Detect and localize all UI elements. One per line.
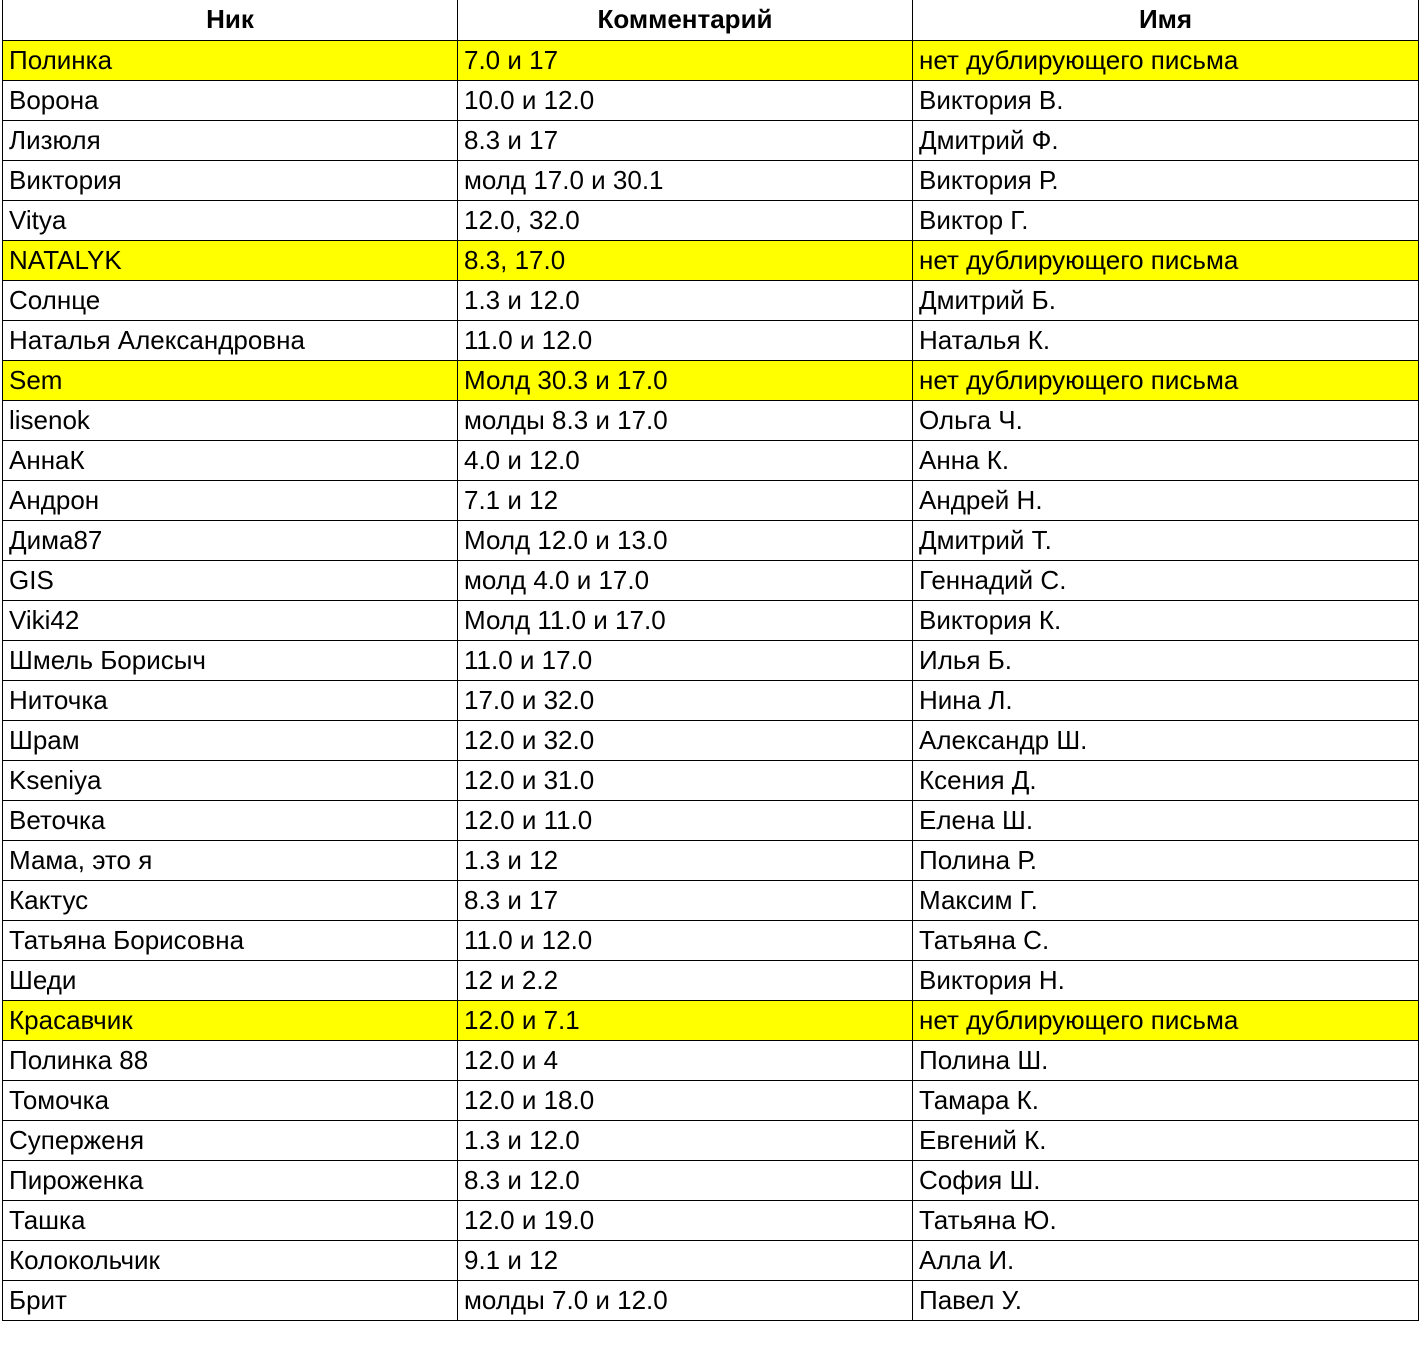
table-row xyxy=(3,280,1419,320)
cell-comment: Молд 30.3 и 17.0 xyxy=(458,360,913,400)
table-row xyxy=(3,1200,1419,1240)
cell-nick: Андрон xyxy=(3,480,458,520)
cell-nick: Дима87 xyxy=(3,520,458,560)
cell-name: Виктория К. xyxy=(913,600,1419,640)
cell-nick: Ташка xyxy=(3,1200,458,1240)
cell-name: Татьяна С. xyxy=(913,920,1419,960)
cell-nick: Ворона xyxy=(3,80,458,120)
data-table xyxy=(2,0,1419,1321)
cell-comment: 12.0 и 18.0 xyxy=(458,1080,913,1120)
cell-nick: Татьяна Борисовна xyxy=(3,920,458,960)
cell-name: Павел У. xyxy=(913,1280,1419,1320)
cell-name: Наталья К. xyxy=(913,320,1419,360)
cell-name: Ольга Ч. xyxy=(913,400,1419,440)
table-row xyxy=(3,1080,1419,1120)
table-row xyxy=(3,1000,1419,1040)
cell-nick: Томочка xyxy=(3,1080,458,1120)
cell-comment: 8.3 и 12.0 xyxy=(458,1160,913,1200)
table-body xyxy=(3,40,1419,1320)
table-row xyxy=(3,600,1419,640)
cell-name: Дмитрий Ф. xyxy=(913,120,1419,160)
cell-nick: Красавчик xyxy=(3,1000,458,1040)
table-row xyxy=(3,240,1419,280)
table-row xyxy=(3,1240,1419,1280)
cell-name: Максим Г. xyxy=(913,880,1419,920)
cell-name: Виктория В. xyxy=(913,80,1419,120)
header-nick: Ник xyxy=(3,0,458,40)
table-row xyxy=(3,560,1419,600)
cell-nick: Viki42 xyxy=(3,600,458,640)
table-row xyxy=(3,1280,1419,1320)
table-row xyxy=(3,440,1419,480)
cell-comment: 11.0 и 17.0 xyxy=(458,640,913,680)
cell-comment: 12.0 и 19.0 xyxy=(458,1200,913,1240)
cell-nick: Солнце xyxy=(3,280,458,320)
cell-nick: Vitya xyxy=(3,200,458,240)
cell-comment: 7.0 и 17 xyxy=(458,40,913,80)
table-row xyxy=(3,760,1419,800)
cell-name: Полина Р. xyxy=(913,840,1419,880)
cell-nick: Kseniya xyxy=(3,760,458,800)
cell-name: Полина Ш. xyxy=(913,1040,1419,1080)
cell-nick: Колокольчик xyxy=(3,1240,458,1280)
cell-nick: Шрам xyxy=(3,720,458,760)
cell-comment: 8.3 и 17 xyxy=(458,120,913,160)
cell-name: София Ш. xyxy=(913,1160,1419,1200)
cell-nick: АннаК xyxy=(3,440,458,480)
cell-comment: 1.3 и 12.0 xyxy=(458,1120,913,1160)
table-row xyxy=(3,800,1419,840)
cell-comment: 12.0 и 32.0 xyxy=(458,720,913,760)
cell-comment: молды 7.0 и 12.0 xyxy=(458,1280,913,1320)
cell-comment: 12 и 2.2 xyxy=(458,960,913,1000)
cell-nick: lisenok xyxy=(3,400,458,440)
table-row xyxy=(3,520,1419,560)
table-row xyxy=(3,720,1419,760)
cell-comment: 4.0 и 12.0 xyxy=(458,440,913,480)
table-row xyxy=(3,160,1419,200)
cell-comment: 17.0 и 32.0 xyxy=(458,680,913,720)
cell-name: нет дублирующего письма xyxy=(913,240,1419,280)
cell-comment: молды 8.3 и 17.0 xyxy=(458,400,913,440)
cell-nick: Полинка 88 xyxy=(3,1040,458,1080)
table-row xyxy=(3,1120,1419,1160)
cell-name: Дмитрий Б. xyxy=(913,280,1419,320)
cell-nick: Лизюля xyxy=(3,120,458,160)
cell-name: Александр Ш. xyxy=(913,720,1419,760)
table-row xyxy=(3,680,1419,720)
cell-name: Евгений К. xyxy=(913,1120,1419,1160)
table-row xyxy=(3,320,1419,360)
cell-name: Тамара К. xyxy=(913,1080,1419,1120)
cell-nick: Виктория xyxy=(3,160,458,200)
cell-comment: 1.3 и 12 xyxy=(458,840,913,880)
cell-name: Дмитрий Т. xyxy=(913,520,1419,560)
cell-nick: Кактус xyxy=(3,880,458,920)
cell-comment: молд 4.0 и 17.0 xyxy=(458,560,913,600)
table-row xyxy=(3,1160,1419,1200)
cell-name: нет дублирующего письма xyxy=(913,40,1419,80)
header-row xyxy=(3,0,1419,40)
cell-name: Ксения Д. xyxy=(913,760,1419,800)
table-row xyxy=(3,840,1419,880)
cell-nick: Ниточка xyxy=(3,680,458,720)
table-row xyxy=(3,40,1419,80)
cell-comment: 8.3 и 17 xyxy=(458,880,913,920)
cell-comment: 10.0 и 12.0 xyxy=(458,80,913,120)
cell-nick: Веточка xyxy=(3,800,458,840)
table-row xyxy=(3,360,1419,400)
cell-nick: Мама, это я xyxy=(3,840,458,880)
cell-name: Анна К. xyxy=(913,440,1419,480)
table-row xyxy=(3,200,1419,240)
header-name: Имя xyxy=(913,0,1419,40)
cell-name: Виктор Г. xyxy=(913,200,1419,240)
cell-nick: Полинка xyxy=(3,40,458,80)
table-row xyxy=(3,400,1419,440)
cell-name: Алла И. xyxy=(913,1240,1419,1280)
cell-nick: GIS xyxy=(3,560,458,600)
cell-nick: Шеди xyxy=(3,960,458,1000)
cell-name: Виктория Н. xyxy=(913,960,1419,1000)
cell-comment: 7.1 и 12 xyxy=(458,480,913,520)
cell-name: Андрей Н. xyxy=(913,480,1419,520)
cell-nick: Суперженя xyxy=(3,1120,458,1160)
cell-comment: 12.0 и 7.1 xyxy=(458,1000,913,1040)
table-row xyxy=(3,920,1419,960)
header-comment: Комментарий xyxy=(458,0,913,40)
cell-name: Геннадий С. xyxy=(913,560,1419,600)
cell-name: Илья Б. xyxy=(913,640,1419,680)
cell-name: нет дублирующего письма xyxy=(913,360,1419,400)
cell-name: Виктория Р. xyxy=(913,160,1419,200)
cell-comment: 1.3 и 12.0 xyxy=(458,280,913,320)
cell-nick: Наталья Александровна xyxy=(3,320,458,360)
cell-name: Татьяна Ю. xyxy=(913,1200,1419,1240)
cell-comment: 11.0 и 12.0 xyxy=(458,320,913,360)
cell-nick: Брит xyxy=(3,1280,458,1320)
cell-nick: NATALYK xyxy=(3,240,458,280)
cell-nick: Шмель Борисыч xyxy=(3,640,458,680)
cell-comment: 11.0 и 12.0 xyxy=(458,920,913,960)
cell-comment: Молд 11.0 и 17.0 xyxy=(458,600,913,640)
cell-nick: Sem xyxy=(3,360,458,400)
table-row xyxy=(3,120,1419,160)
table-row xyxy=(3,480,1419,520)
table-row xyxy=(3,80,1419,120)
cell-comment: 12.0 и 11.0 xyxy=(458,800,913,840)
cell-comment: 12.0 и 4 xyxy=(458,1040,913,1080)
cell-comment: 9.1 и 12 xyxy=(458,1240,913,1280)
cell-comment: Молд 12.0 и 13.0 xyxy=(458,520,913,560)
table-row xyxy=(3,880,1419,920)
cell-comment: 12.0, 32.0 xyxy=(458,200,913,240)
cell-nick: Пироженка xyxy=(3,1160,458,1200)
cell-name: Нина Л. xyxy=(913,680,1419,720)
table-row xyxy=(3,960,1419,1000)
cell-comment: молд 17.0 и 30.1 xyxy=(458,160,913,200)
cell-name: нет дублирующего письма xyxy=(913,1000,1419,1040)
cell-comment: 8.3, 17.0 xyxy=(458,240,913,280)
table-row xyxy=(3,1040,1419,1080)
cell-comment: 12.0 и 31.0 xyxy=(458,760,913,800)
table-row xyxy=(3,640,1419,680)
cell-name: Елена Ш. xyxy=(913,800,1419,840)
